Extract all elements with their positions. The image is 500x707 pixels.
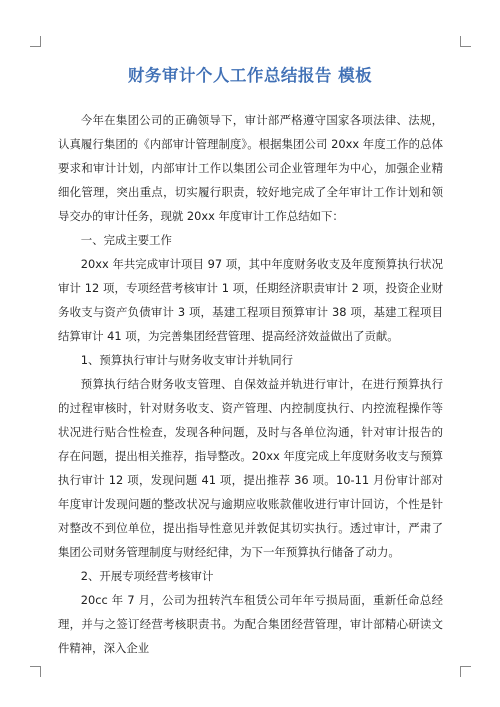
- subheading-special-audit: 2、开展专项经营考核审计: [80, 569, 214, 583]
- budget-audit-paragraph: 预算执行结合财务收支管理、自保效益并轨进行审计，在进行预算执行的过程审核时，针对财务收支、资产管理、内控制度执行、内控流程操作等状况进行贴合性检查，发现各种问题，及时与各单位沟通，针对审计报告的存在问题，提出相关推荐，指导整改。20xx 年度完成上年度财务收支与预算执行审计 12 项，发现问题 41 项，提出推荐 36 项。10-11 月份审计部对年度审计发现问题的整改状况与逾期应收账款催收进行审计回访，个性是针对整改不到位单位，提出指导性意见并敦促其切实执行。透过审计，严肃了集团公司财务管理制度与财经纪律，为下一年预算执行储备了动力。: [58, 377, 443, 559]
- page-corner-mark-bottom-right: [460, 666, 471, 677]
- page-corner-mark-top-right: [460, 36, 471, 47]
- intro-paragraph: 今年在集团公司的正确领导下，审计部严格遵守国家各项法律、法规，认真履行集团的《内部审计管理制度》。根据集团公司 20xx 年度工作的总体要求和审计计划，内部审计工作以集团公司企业管理年为中心，加强企业精细化管理，突出重点，切实履行职责，较好地完成了全年审计工作计划和领导交办的审计任务，现就 20xx 年度审计工作总结如下：: [58, 113, 443, 223]
- subheading-budget-audit: 1、预算执行审计与财务收支审计并轨同行: [80, 353, 294, 367]
- document-title: 财务审计个人工作总结报告 模板: [127, 66, 373, 85]
- page-corner-mark-top-left: [30, 36, 41, 47]
- document-body: [58, 108, 443, 660]
- section-heading-main-work: 一、完成主要工作: [80, 233, 172, 247]
- page-corner-mark-bottom-left: [30, 666, 41, 677]
- special-audit-paragraph: 20cc 年 7 月，公司为扭转汽车租赁公司年年亏损局面，重新任命总经理，并与之签订经营考核职责书。为配合集团经营管理，审计部精心研读文件精神，深入企业: [58, 593, 443, 655]
- main-work-paragraph: 20xx 年共完成审计项目 97 项，其中年度财务收支及年度预算执行状况审计 12 项，专项经营考核审计 1 项，任期经济职责审计 2 项，投资企业财务收支与资产负债审计 3 项，基建工程项目预算审计 38 项，基建工程项目结算审计 41 项，为完善集团经营管理、提高经济效益做出了贡献。: [58, 257, 443, 343]
